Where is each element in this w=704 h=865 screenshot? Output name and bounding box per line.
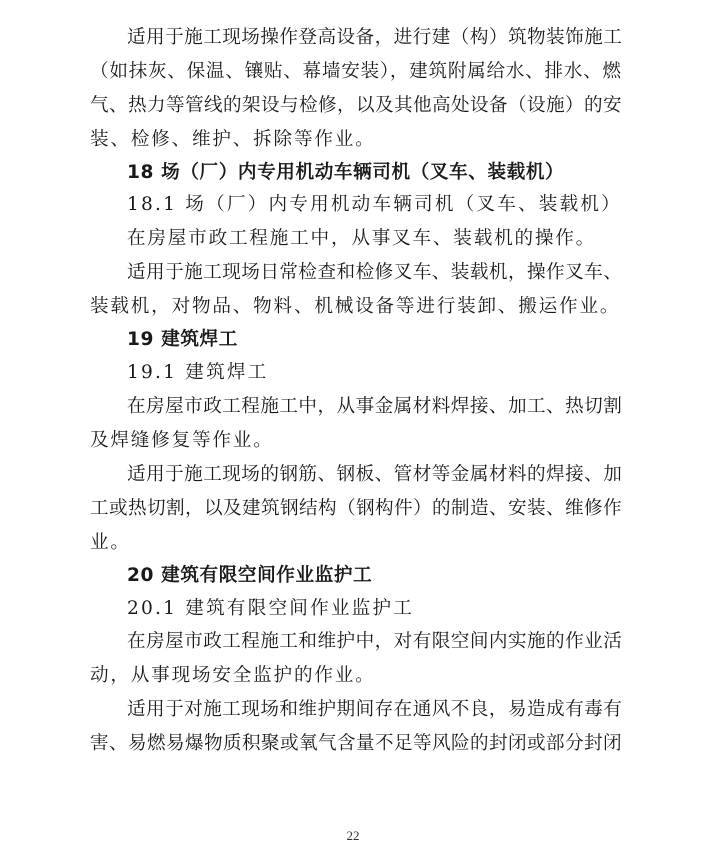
section-heading <box>0 158 704 188</box>
paragraph-line <box>0 528 704 558</box>
line-text: 业。 <box>90 532 131 553</box>
line-text: 及焊缝修复等作业。 <box>90 430 274 451</box>
subsection-heading <box>0 358 704 388</box>
line-text: 在房屋市政工程施工和维护中，对有限空间内实施的作业活 <box>127 631 623 652</box>
subsection-heading <box>0 190 704 220</box>
line-text: 装载机，对物品、物料、机械设备等进行装卸、搬运作业。 <box>90 296 621 317</box>
line-text: （如抹灰、保温、镶贴、幕墙安装），建筑附属给水、排水、燃 <box>90 61 622 82</box>
line-text: 在房屋市政工程施工中，从事金属材料焊接、加工、热切割 <box>127 396 623 417</box>
line-text: 气、热力等管线的架设与检修，以及其他高处设备（设施）的安 <box>90 95 623 116</box>
paragraph-line <box>0 224 704 254</box>
paragraph-line <box>0 426 704 456</box>
paragraph-line <box>0 729 704 759</box>
paragraph-line <box>0 23 704 53</box>
line-text: 适用于施工现场的钢筋、钢板、管材等金属材料的焊接、加 <box>127 464 623 485</box>
paragraph-line <box>0 695 704 725</box>
subheading-text: 20.1 建筑有限空间作业监护工 <box>127 598 415 619</box>
paragraph-line <box>0 258 704 288</box>
subheading-text: 19.1 建筑焊工 <box>127 362 269 383</box>
line-text: 在房屋市政工程施工中，从事叉车、装载机的操作。 <box>127 228 597 249</box>
line-text: 适用于施工现场操作登高设备，进行建（构）筑物装饰施工 <box>127 27 623 48</box>
page-number: 22 <box>346 828 360 843</box>
paragraph-line <box>0 494 704 524</box>
line-text: 工或热切割，以及建筑钢结构（钢构件）的制造、安装、维修作 <box>90 498 623 519</box>
subsection-heading <box>0 594 704 624</box>
line-text: 装、检修、维护、拆除等作业。 <box>90 129 376 150</box>
paragraph-line <box>0 392 704 422</box>
paragraph-line <box>0 125 704 155</box>
section-heading <box>0 561 704 591</box>
paragraph-line <box>0 661 704 691</box>
subheading-text: 18.1 场（厂）内专用机动车辆司机（叉车、装载机） <box>127 194 622 215</box>
paragraph-line <box>0 460 704 490</box>
heading-text: 20 建筑有限空间作业监护工 <box>127 565 373 586</box>
line-text: 适用于施工现场日常检查和检修叉车、装载机，操作叉车、 <box>127 262 623 283</box>
line-text: 动，从事现场安全监护的作业。 <box>90 665 376 686</box>
paragraph-line <box>0 627 704 657</box>
heading-text: 19 建筑焊工 <box>127 329 238 350</box>
heading-text: 18 场（厂）内专用机动车辆司机（叉车、装载机） <box>127 162 565 183</box>
section-heading <box>0 325 704 355</box>
paragraph-line <box>0 91 704 121</box>
paragraph-line <box>0 57 704 87</box>
line-text: 害、易燃易爆物质积聚或氧气含量不足等风险的封闭或部分封闭 <box>90 733 623 754</box>
line-text: 适用于对施工现场和维护期间存在通风不良，易造成有毒有 <box>127 699 623 720</box>
paragraph-line <box>0 292 704 322</box>
